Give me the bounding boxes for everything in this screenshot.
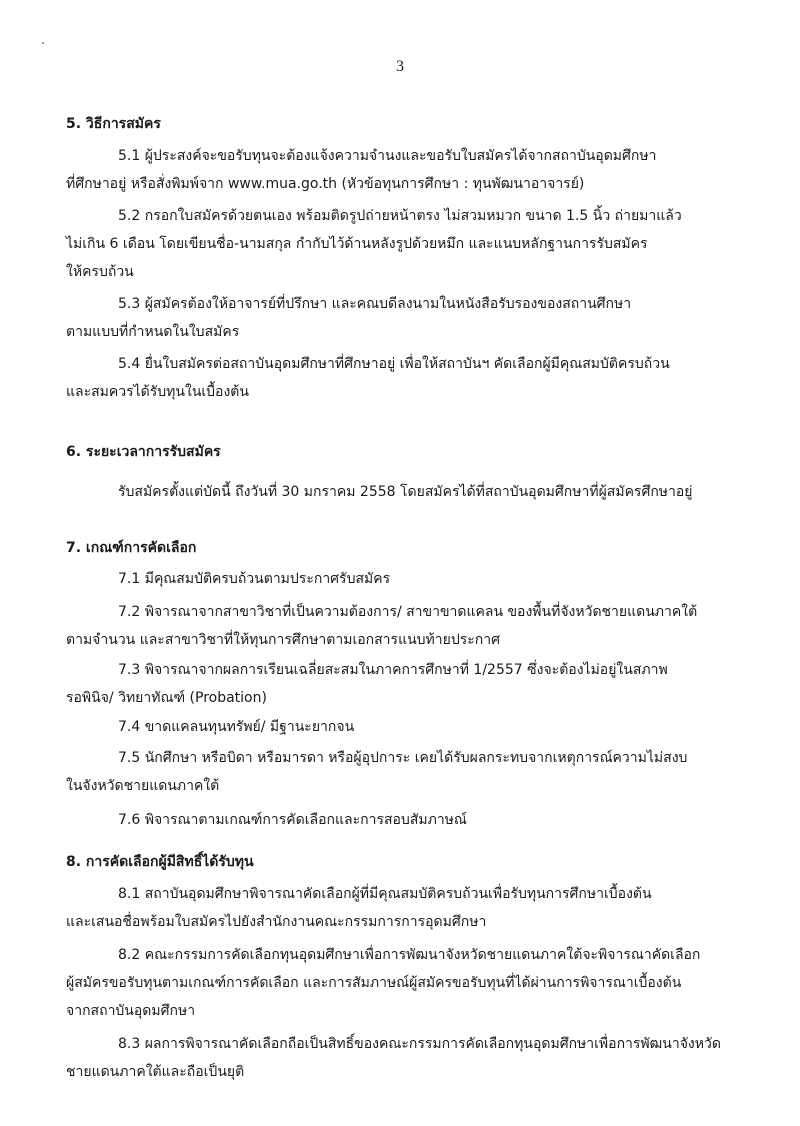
paragraph-5-3 [66, 290, 740, 346]
section-heading-selection-criteria: 7. เกณฑ์การคัดเลือก [66, 540, 197, 556]
paragraph-7-6 [66, 806, 740, 834]
paragraph-5-4 [66, 350, 740, 406]
paragraph-7-1 [66, 565, 740, 593]
section-heading-application-period: 6. ระยะเวลาการรับสมัคร [66, 444, 221, 460]
paragraph-line: และเสนอชื่อพร้อมใบสมัครไปยังสำนักงานคณะกรรมการการอุดมศึกษา [66, 914, 487, 930]
section-heading-application-method: 5. วิธีการสมัคร [66, 116, 161, 132]
paragraph-line: 8.1 สถาบันอุดมศึกษาพิจารณาคัดเลือกผู้ที่มีคุณสมบัติครบถ้วนเพื่อรับทุนการศึกษาเบื้องต้น [118, 886, 652, 902]
paragraph-6 [66, 478, 740, 506]
paragraph-line: 5.1 ผู้ประสงค์จะขอรับทุนจะต้องแจ้งความจำนงและขอรับใบสมัครได้จากสถาบันอุดมศึกษา [118, 148, 657, 164]
paragraph-line: ที่ศึกษาอยู่ หรือสั่งพิมพ์จาก www.mua.go.th (หัวข้อทุนการศึกษา : ทุนพัฒนาอาจารย์) [66, 176, 585, 192]
paragraph-line: ให้ครบถ้วน [66, 264, 134, 280]
paragraph-8-3 [66, 1030, 740, 1086]
paragraph-line: ผู้สมัครขอรับทุนตามเกณฑ์การคัดเลือก และการสัมภาษณ์ผู้สมัครขอรับทุนที่ได้ผ่านการพิจารณาเบื้องต้น [66, 975, 682, 991]
paragraph-line: รอพินิจ/ วิทยาทัณฑ์ (Probation) [66, 690, 267, 706]
paragraph-line: 7.2 พิจารณาจากสาขาวิชาที่เป็นความต้องการ/ สาขาขาดแคลน ของพื้นที่จังหวัดชายแดนภาคใต้ [118, 604, 698, 620]
paragraph-line: 7.5 นักศึกษา หรือบิดา หรือมารดา หรือผู้อุปการะ เคยได้รับผลกระทบจากเหตุการณ์ความไม่สงบ [118, 750, 688, 766]
paragraph-line: ไม่เกิน 6 เดือน โดยเขียนชื่อ-นามสกุล กำกับไว้ด้านหลังรูปด้วยหมึก และแนบหลักฐานการรับสมัคร [66, 236, 648, 252]
paragraph-line: ในจังหวัดชายแดนภาคใต้ [66, 778, 220, 794]
paragraph-line: 7.1 มีคุณสมบัติครบถ้วนตามประกาศรับสมัคร [118, 571, 391, 587]
paragraph-line: 7.4 ขาดแคลนทุนทรัพย์/ มีฐานะยากจน [118, 719, 355, 735]
paragraph-7-5 [66, 744, 740, 800]
paragraph-8-1 [66, 880, 740, 936]
paragraph-line: 7.6 พิจารณาตามเกณฑ์การคัดเลือกและการสอบสัมภาษณ์ [118, 812, 467, 828]
paragraph-line: รับสมัครตั้งแต่บัดนี้ ถึงวันที่ 30 มกราคม 2558 โดยสมัครได้ที่สถาบันอุดมศึกษาที่ผู้สมัครศึกษาอยู่ [118, 484, 693, 500]
paragraph-line: และสมควรได้รับทุนในเบื้องต้น [66, 384, 249, 400]
paragraph-7-4 [66, 713, 740, 741]
paragraph-line: 5.2 กรอกใบสมัครด้วยตนเอง พร้อมติดรูปถ่ายหน้าตรง ไม่สวมหมวก ขนาด 1.5 นิ้ว ถ่ายมาแล้ว [118, 208, 682, 224]
paragraph-line: ตามแบบที่กำหนดในใบสมัคร [66, 324, 240, 340]
page-number: 3 [396, 58, 404, 75]
paragraph-7-3 [66, 656, 740, 712]
paragraph-line: 5.3 ผู้สมัครต้องให้อาจารย์ที่ปรึกษา และคณบดีลงนามในหนังสือรับรองของสถานศึกษา [118, 296, 632, 312]
paragraph-7-2 [66, 598, 740, 654]
paragraph-line: 8.2 คณะกรรมการคัดเลือกทุนอุดมศึกษาเพื่อการพัฒนาจังหวัดชายแดนภาคใต้จะพิจารณาคัดเลือก [118, 947, 701, 963]
paragraph-8-2 [66, 941, 740, 1025]
paragraph-line: 7.3 พิจารณาจากผลการเรียนเฉลี่ยสะสมในภาคการศึกษาที่ 1/2557 ซึ่งจะต้องไม่อยู่ในสภาพ [118, 662, 668, 678]
paragraph-line: จากสถาบันอุดมศึกษา [66, 1003, 196, 1019]
paragraph-5-2 [66, 202, 740, 286]
paragraph-line: ชายแดนภาคใต้และถือเป็นยุติ [66, 1064, 245, 1080]
paragraph-line: 8.3 ผลการพิจารณาคัดเลือกถือเป็นสิทธิ์ของคณะกรรมการคัดเลือกทุนอุดมศึกษาเพื่อการพัฒนาจังหวัด [118, 1036, 721, 1052]
paragraph-5-1 [66, 142, 740, 198]
section-heading-scholarship-selection: 8. การคัดเลือกผู้มีสิทธิ์ได้รับทุน [66, 854, 254, 870]
scan-speck [42, 42, 44, 44]
paragraph-line: ตามจำนวน และสาขาวิชาที่ให้ทุนการศึกษาตามเอกสารแนบท้ายประกาศ [66, 632, 500, 648]
paragraph-line: 5.4 ยื่นใบสมัครต่อสถาบันอุดมศึกษาที่ศึกษาอยู่ เพื่อให้สถาบันฯ คัดเลือกผู้มีคุณสมบัติครบถ้วน [118, 356, 670, 372]
